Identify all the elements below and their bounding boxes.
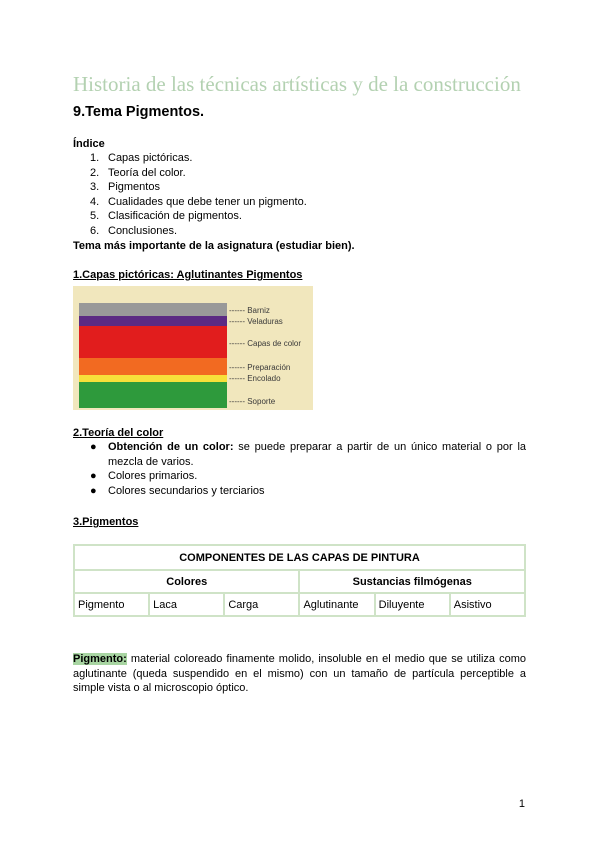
layer-label: ------ Veladuras bbox=[229, 317, 283, 326]
table-group-header: Sustancias filmógenas bbox=[299, 570, 525, 593]
paint-layers-diagram bbox=[73, 286, 313, 410]
document-title: Historia de las técnicas artísticas y de la construcción bbox=[73, 72, 521, 96]
table-cell: Laca bbox=[149, 593, 224, 616]
table-group-header: Colores bbox=[74, 570, 299, 593]
list-item: ● Obtención de un color: se puede preparar a partir de un único material o por la mezcla de varios. bbox=[90, 441, 527, 468]
components-table bbox=[73, 544, 526, 617]
index-item: 4. Cualidades que debe tener un pigmento. bbox=[90, 195, 307, 208]
section2-heading: 2.Teoría del color bbox=[73, 427, 164, 439]
color-theory-list bbox=[73, 440, 526, 498]
section3-heading: 3.Pigmentos bbox=[73, 516, 139, 528]
page-number: 1 bbox=[518, 798, 525, 810]
layer-label: ------ Encolado bbox=[229, 374, 281, 383]
layer-band-veladuras bbox=[79, 316, 227, 326]
index-item: 2. Teoría del color. bbox=[90, 166, 186, 179]
table-cell: Carga bbox=[224, 593, 299, 616]
layer-band-barniz bbox=[79, 303, 227, 316]
layer-band-encolado bbox=[79, 375, 227, 382]
table-cell: Aglutinante bbox=[299, 593, 374, 616]
layer-label: ------ Barniz bbox=[229, 306, 270, 315]
index-item: 5. Clasificación de pigmentos. bbox=[90, 210, 242, 223]
layer-band-preparacion bbox=[79, 358, 227, 375]
layer-label: ------ Soporte bbox=[229, 397, 276, 406]
index-heading: Índice bbox=[73, 138, 105, 150]
index-item: 1. Capas pictóricas. bbox=[90, 152, 193, 164]
layer-label: ------ Preparación bbox=[229, 363, 291, 372]
list-item: ● Colores primarios. bbox=[90, 470, 198, 483]
index-item: 6. Conclusiones. bbox=[90, 224, 178, 237]
pigment-definition bbox=[73, 652, 526, 696]
layer-label: ------ Capas de color bbox=[229, 339, 302, 348]
definition-text: material coloreado finamente molido, insoluble en el medio que se utiliza como aglutinante (queda suspendido en el mismo) con un tamaño de partícula perceptible a simple vista o al microscopio óptico. bbox=[73, 653, 526, 695]
list-item: ● Colores secundarios y terciarios bbox=[90, 484, 265, 497]
topic-title: 9.Tema Pigmentos. bbox=[73, 104, 205, 120]
layer-band-soporte bbox=[79, 382, 227, 408]
index-list bbox=[90, 151, 307, 239]
layer-band-capas-de-color bbox=[79, 326, 227, 358]
definition-term: Pigmento: bbox=[73, 653, 127, 665]
index-item: 3. Pigmentos bbox=[90, 181, 160, 194]
importance-note: Tema más importante de la asignatura (estudiar bien). bbox=[73, 240, 355, 252]
section1-heading: 1.Capas pictóricas: Aglutinantes Pigmentos bbox=[73, 269, 303, 281]
table-cell: Pigmento bbox=[74, 593, 149, 616]
table-title: COMPONENTES DE LAS CAPAS DE PINTURA bbox=[74, 545, 525, 570]
table-cell: Asistivo bbox=[450, 593, 525, 616]
components-table-wrap bbox=[73, 544, 526, 617]
table-cell: Diluyente bbox=[375, 593, 450, 616]
